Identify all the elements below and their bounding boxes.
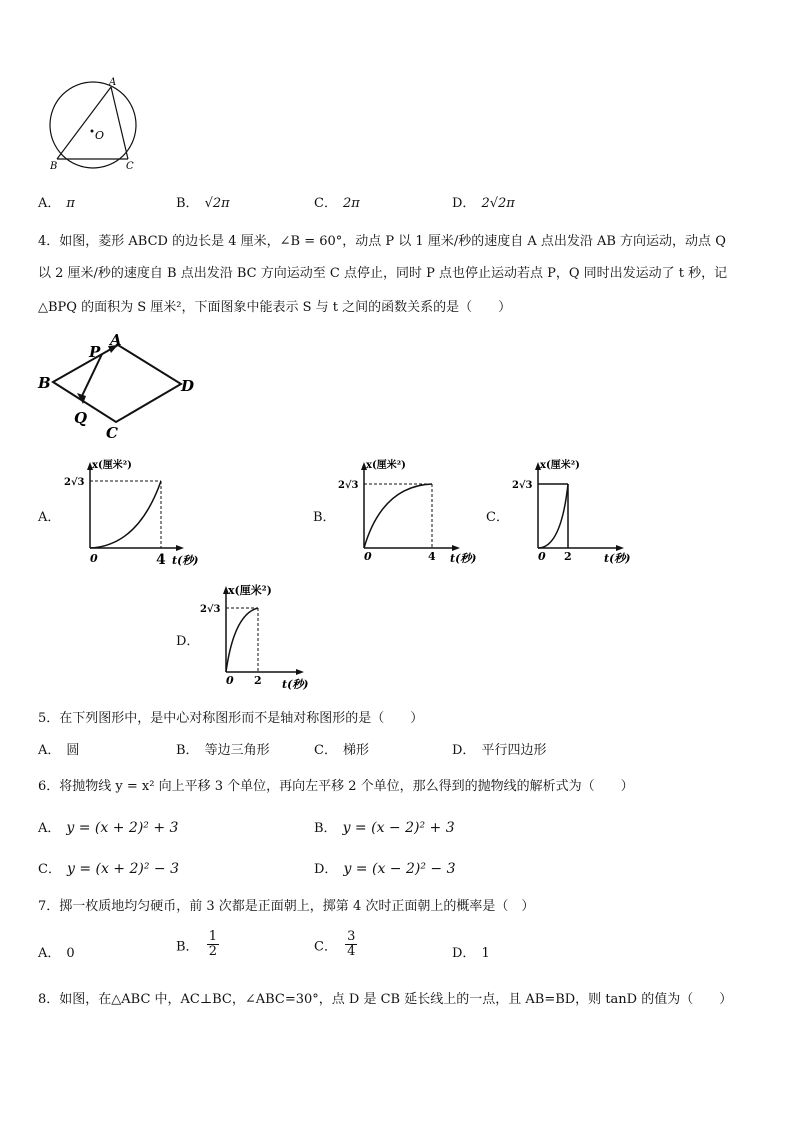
q4-graph-b-xtick: 4 — [428, 550, 436, 563]
q4-graph-d-origin: 0 — [226, 674, 234, 687]
q4-label-b: B — [38, 374, 51, 392]
q6-option-d: D． y = (x − 2)² − 3 — [314, 861, 456, 877]
q6-option-b: B． y = (x − 2)² + 3 — [314, 820, 455, 836]
q4-graph-d-ytick: 2√3 — [200, 604, 221, 615]
q4-label-a: A — [110, 331, 122, 349]
q5-option-d: D． 平行四边形 — [452, 743, 547, 758]
q4-label-d: D — [181, 377, 195, 395]
q4-graph-b-origin: 0 — [364, 550, 372, 563]
q7-option-b: B． $\frac{1}{2}$ — [176, 929, 217, 960]
q4-graph-a-xtick: 4 — [156, 552, 166, 568]
q5-stem: 5．在下列图形中，是中心对称图形而不是轴对称图形的是（ ） — [38, 711, 424, 726]
q7-option-c: C． $\frac{3}{4}$ — [314, 929, 356, 960]
q8-stem: 8．如图，在△ABC 中，AC⊥BC，∠ABC=30°，点 D 是 CB 延长线上的一点，且 AB=BD，则 tanD 的值为（ ） — [38, 992, 733, 1007]
q4-graph-c — [506, 456, 646, 571]
q4-graph-a-xlabel: t(秒) — [172, 554, 198, 567]
q4-graph-a-origin: 0 — [90, 552, 98, 565]
q5-option-a: A． 圆 — [38, 743, 80, 758]
q4-stem-line-3: △BPQ 的面积为 S 厘米²，下面图象中能表示 S 与 t 之间的函数关系的是（ ） — [38, 300, 512, 315]
q7-option-d: D． 1 — [452, 946, 490, 961]
q7-option-a: A． 0 — [38, 946, 75, 961]
q4-graph-c-xtick: 2 — [564, 550, 572, 563]
q4-option-d-letter: D． — [176, 634, 200, 649]
q4-graph-d-xtick: 2 — [254, 674, 262, 687]
q3-option-b: B． √2π — [176, 196, 230, 211]
q4-graph-c-ytick: 2√3 — [512, 480, 533, 491]
q6-stem: 6．将抛物线 y = x² 向上平移 3 个单位，再向左平移 2 个单位，那么得到的抛物线的解析式为（ ） — [38, 779, 634, 794]
q6-option-c: C． y = (x + 2)² − 3 — [38, 861, 180, 877]
q5-option-b: B． 等边三角形 — [176, 743, 270, 758]
q4-graph-c-ylabel: x(厘米²) — [540, 460, 580, 471]
q3-option-a: A． π — [38, 196, 75, 211]
q4-option-c-letter: C． — [486, 510, 509, 525]
q4-label-p: P — [89, 343, 101, 361]
q4-graph-c-origin: 0 — [538, 550, 546, 563]
q3-option-c: C． 2π — [314, 196, 360, 211]
q4-graph-a-ylabel: x(厘米²) — [92, 460, 132, 471]
q4-graph-b — [332, 456, 482, 571]
q4-graph-c-xlabel: t(秒) — [604, 552, 631, 565]
q4-rhombus-figure — [36, 330, 206, 445]
q4-graph-d-ylabel: x(厘米²) — [228, 584, 272, 597]
q4-graph-a — [58, 456, 198, 571]
q6-option-a: A． y = (x + 2)² + 3 — [38, 820, 179, 836]
q4-option-b-letter: B． — [313, 510, 336, 525]
q4-graph-b-ytick: 2√3 — [338, 480, 359, 491]
q3-label-o: O — [95, 129, 105, 142]
q5-option-c: C． 梯形 — [314, 743, 369, 758]
q4-label-c: C — [106, 424, 118, 442]
q4-graph-b-xlabel: t(秒) — [450, 552, 477, 565]
q3-option-d: D． 2√2π — [452, 196, 515, 211]
q7-option-c-fraction: $\frac{3}{4}$ — [347, 929, 356, 960]
q4-graph-b-ylabel: x(厘米²) — [366, 460, 406, 471]
q7-stem: 7．掷一枚质地均匀硬币，前 3 次都是正面朝上，掷第 4 次时正面朝上的概率是（ ） — [38, 899, 535, 914]
q4-graph-d-xlabel: t(秒) — [282, 678, 309, 691]
q4-label-q: Q — [74, 409, 88, 427]
q3-circle-figure — [40, 76, 150, 176]
q4-stem-line-1: 4．如图，菱形 ABCD 的边长是 4 厘米，∠B = 60°，动点 P 以 1 厘米/秒的速度自 A 点出发沿 AB 方向运动，动点 Q — [38, 234, 726, 249]
q4-option-a-letter: A． — [38, 510, 61, 525]
q4-graph-a-ytick: 2√3 — [64, 477, 85, 488]
q3-label-a: A — [109, 77, 117, 88]
q7-option-b-fraction: $\frac{1}{2}$ — [208, 929, 217, 960]
q3-label-b: B — [50, 161, 58, 172]
q4-stem-line-2: 以 2 厘米/秒的速度自 B 点出发沿 BC 方向运动至 C 点停止，同时 P 点也停止运动若点 P，Q 同时出发运动了 t 秒，记 — [38, 266, 728, 281]
q4-graph-d — [196, 580, 326, 695]
q3-label-c: C — [126, 161, 134, 172]
